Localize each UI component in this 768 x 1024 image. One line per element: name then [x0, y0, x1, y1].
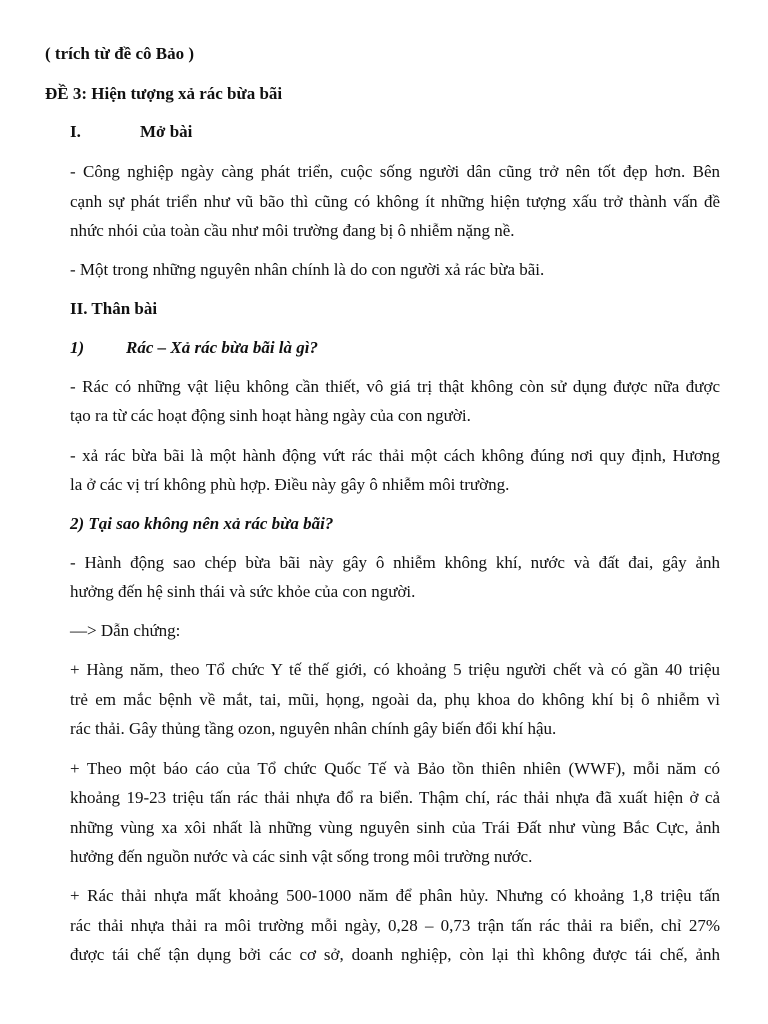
paragraph-line: rác thải. Gây thủng tầng ozon, nguyên nhân chính gây biến đổi khí hậu.: [70, 719, 557, 738]
paragraph-line: rác thải nhựa thải ra môi trường mỗi ngày, 0,28 – 0,73 trận tấn rác thải ra biển, chỉ 27%: [70, 916, 720, 935]
paragraph-line: - Một trong những nguyên nhân chính là do con người xả rác bừa bãi.: [70, 260, 545, 279]
paragraph-line: + Hàng năm, theo Tổ chức Y tế thế giới, có khoảng 5 triệu người chết và có gần 40 triệu: [70, 660, 720, 679]
subheading-number: 1): [70, 338, 85, 357]
paragraph-line: cạnh sự phát triển như vũ bão thì cũng có không ít những hiện tượng xấu trở thành vấn đề: [70, 192, 720, 211]
paragraph-line: những vùng xa xôi nhất là những vùng nguyên sinh của Trái Đất như vùng Bắc Cực, ảnh: [70, 818, 720, 837]
section-heading-body: II. Thân bài: [70, 299, 158, 318]
document-title: ĐỀ 3: Hiện tượng xả rác bừa bãi: [45, 84, 283, 103]
section-number: I.: [70, 122, 81, 141]
subheading-1: [70, 333, 720, 362]
paragraph-line: khoảng 19-23 triệu tấn rác thải nhựa đổ ra biển. Thậm chí, rác thải nhựa đã xuất hiện ở cả: [70, 788, 720, 807]
paragraph-line: tạo ra từ các hoạt động sinh hoạt hàng ngày của con người.: [70, 406, 471, 425]
paragraph-line: - Hành động sao chép bừa bãi này gây ô nhiễm không khí, nước và đất đai, gây ảnh: [70, 553, 720, 572]
paragraph-line: - Công nghiệp ngày càng phát triển, cuộc sống người dân cũng trở nên tốt đẹp hơn. Bên: [70, 162, 720, 181]
paragraph-line: hưởng đến nguồn nước và các sinh vật sống trong môi trường nước.: [70, 847, 533, 866]
paragraph-line: + Theo một báo cáo của Tổ chức Quốc Tế và Bảo tồn thiên nhiên (WWF), mỗi năm có: [70, 759, 720, 778]
paragraph-line: + Rác thải nhựa mất khoảng 500-1000 năm để phân hủy. Nhưng có khoảng 1,8 triệu tấn: [70, 886, 720, 905]
paragraph-line: được tái chế tận dụng bởi các cơ sở, doanh nghiệp, còn lại thì không được tái chế, ảnh: [70, 945, 720, 964]
source-note: ( trích từ đề cô Bảo ): [45, 44, 194, 63]
section-title: Mở bài: [140, 122, 193, 141]
paragraph-line: - xả rác bừa bãi là một hành động vứt rác thải một cách không đúng nơi quy định, Hương: [70, 446, 720, 465]
section-heading-intro: [70, 117, 720, 146]
paragraph-line: nhức nhói của toàn cầu như môi trường đang bị ô nhiễm nặng nề.: [70, 221, 515, 240]
subheading-2: 2) Tại sao không nên xả rác bừa bãi?: [70, 514, 334, 533]
paragraph-line: hưởng đến hệ sinh thái và sức khỏe của con người.: [70, 582, 416, 601]
paragraph-line: trẻ em mắc bệnh về mắt, tai, mũi, họng, ngoài da, phụ khoa do không khí bị ô nhiễm vì: [70, 690, 720, 709]
paragraph-line: la ở các vị trí không phù hợp. Điều này gây ô nhiễm môi trường.: [70, 475, 510, 494]
paragraph-line: - Rác có những vật liệu không cần thiết, vô giá trị thật không còn sử dụng được nữa được: [70, 377, 720, 396]
evidence-label: —> Dẫn chứng:: [70, 621, 181, 640]
subheading-title: Rác – Xả rác bừa bãi là gì?: [126, 338, 318, 357]
